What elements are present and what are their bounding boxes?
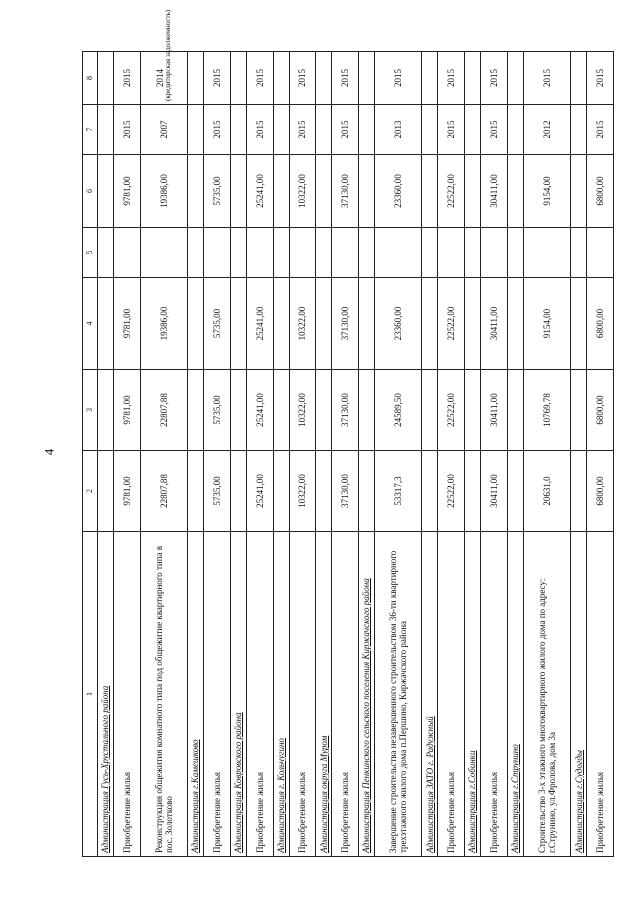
value-cell-c5 <box>587 228 614 278</box>
value-cell-c8: 2015 <box>374 52 421 105</box>
column-header: 7 <box>83 105 98 155</box>
column-header: 4 <box>83 278 98 370</box>
value-cell-c4: 37130,00 <box>332 278 359 370</box>
value-cell-c4: 10322,00 <box>289 278 316 370</box>
empty-cell <box>98 228 114 278</box>
value-cell-c4: 23360,00 <box>374 278 421 370</box>
value-cell-c8: 2015 <box>204 52 231 105</box>
table-row <box>523 52 570 857</box>
value-cell-c7: 2012 <box>523 105 570 155</box>
empty-cell <box>465 451 481 532</box>
empty-cell <box>188 155 204 228</box>
value-cell-c5 <box>374 228 421 278</box>
value-cell-c2: 6800,00 <box>587 451 614 532</box>
empty-cell <box>273 278 289 370</box>
value-cell-c7: 2015 <box>289 105 316 155</box>
table-row <box>204 52 231 857</box>
empty-cell <box>316 278 332 370</box>
empty-cell <box>422 105 438 155</box>
section-title: Администрация г. Кольчугино <box>273 532 289 857</box>
value-cell-c7: 2015 <box>332 105 359 155</box>
empty-cell <box>358 155 374 228</box>
empty-cell <box>230 228 246 278</box>
value-cell-c7: 2015 <box>438 105 465 155</box>
row-description: Приобретение жилья <box>289 532 316 857</box>
empty-cell <box>316 105 332 155</box>
value-cell-c8: 2015 <box>481 52 508 105</box>
value-cell-c7: 2015 <box>204 105 231 155</box>
row-description: Приобретение жилья <box>438 532 465 857</box>
empty-cell <box>273 52 289 105</box>
value-cell-c6: 5735,00 <box>204 155 231 228</box>
empty-cell <box>358 278 374 370</box>
empty-cell <box>188 228 204 278</box>
value-cell-c5 <box>114 228 141 278</box>
empty-cell <box>188 52 204 105</box>
empty-cell <box>273 370 289 451</box>
value-cell-c3: 10769,78 <box>523 370 570 451</box>
section-header-row <box>230 52 246 857</box>
empty-cell <box>316 451 332 532</box>
value-cell-c2: 20631,0 <box>523 451 570 532</box>
section-title: Администрация ЗАТО г. Радужный <box>422 532 438 857</box>
empty-cell <box>422 52 438 105</box>
value-cell-c4: 22522,00 <box>438 278 465 370</box>
value-cell-c6: 6800,00 <box>587 155 614 228</box>
section-header-row <box>316 52 332 857</box>
empty-cell <box>422 228 438 278</box>
section-header-row <box>422 52 438 857</box>
value-cell-c6: 10322,00 <box>289 155 316 228</box>
empty-cell <box>188 370 204 451</box>
empty-cell <box>465 105 481 155</box>
empty-cell <box>507 278 523 370</box>
row-description: Приобретение жилья <box>481 532 508 857</box>
table-row <box>481 52 508 857</box>
section-title: Администрация Гусь-Хрустального района <box>98 532 114 857</box>
empty-cell <box>188 105 204 155</box>
empty-cell <box>507 105 523 155</box>
value-cell-c5 <box>246 228 273 278</box>
column-header: 2 <box>83 451 98 532</box>
row-description: Приобретение жилья <box>332 532 359 857</box>
empty-cell <box>507 370 523 451</box>
empty-cell <box>98 52 114 105</box>
value-cell-c3: 6800,00 <box>587 370 614 451</box>
empty-cell <box>273 451 289 532</box>
value-cell-c3: 5735,00 <box>204 370 231 451</box>
value-cell-c7: 2013 <box>374 105 421 155</box>
empty-cell <box>571 52 587 105</box>
empty-cell <box>507 228 523 278</box>
empty-cell <box>98 155 114 228</box>
value-cell-c7: 2015 <box>114 105 141 155</box>
value-cell-c2: 37130,00 <box>332 451 359 532</box>
empty-cell <box>316 370 332 451</box>
value-cell-c8: 2015 <box>246 52 273 105</box>
empty-cell <box>571 370 587 451</box>
value-cell-c8: 2015 <box>438 52 465 105</box>
section-title: Администрация г.Струнино <box>507 532 523 857</box>
table-row <box>332 52 359 857</box>
row-description: Завершение строительства незавершенного строительством 36-ти квартирного трехэтажного жилого дома п.Першино, Киржачского района <box>374 532 421 857</box>
empty-cell <box>316 155 332 228</box>
year-value: 2014 <box>154 69 165 87</box>
value-cell-c2: 10322,00 <box>289 451 316 532</box>
table-row <box>374 52 421 857</box>
empty-cell <box>422 370 438 451</box>
value-cell-c2: 5735,00 <box>204 451 231 532</box>
empty-cell <box>507 52 523 105</box>
empty-cell <box>422 451 438 532</box>
empty-cell <box>465 228 481 278</box>
empty-cell <box>358 370 374 451</box>
empty-cell <box>98 105 114 155</box>
empty-cell <box>273 155 289 228</box>
value-cell-c5 <box>481 228 508 278</box>
empty-cell <box>230 278 246 370</box>
value-cell-c3: 30411,00 <box>481 370 508 451</box>
page-number: 4 <box>41 448 57 456</box>
value-cell-c4: 19386,00 <box>140 278 187 370</box>
value-cell-c6: 22522,00 <box>438 155 465 228</box>
section-header-row <box>273 52 289 857</box>
empty-cell <box>465 155 481 228</box>
value-cell-c7: 2015 <box>481 105 508 155</box>
section-title: Администрация г.Судогды <box>571 532 587 857</box>
value-cell-c8: 2015 <box>523 52 570 105</box>
empty-cell <box>188 451 204 532</box>
value-cell-c6: 23360,00 <box>374 155 421 228</box>
row-description: Реконструкция общежития комнатного типа под общежитие квартирного типа в пос. Золотково <box>140 532 187 857</box>
column-header: 1 <box>83 532 98 857</box>
value-cell-c8: 2015 <box>332 52 359 105</box>
value-cell-c3: 10322,00 <box>289 370 316 451</box>
empty-cell <box>507 451 523 532</box>
table-row <box>289 52 316 857</box>
value-cell-c6: 30411,00 <box>481 155 508 228</box>
empty-cell <box>571 105 587 155</box>
empty-cell <box>230 105 246 155</box>
section-header-row <box>188 52 204 857</box>
value-cell-c7: 2015 <box>587 105 614 155</box>
value-cell-c2: 25241,00 <box>246 451 273 532</box>
value-cell-c4: 30411,00 <box>481 278 508 370</box>
value-cell-c8: 2015 <box>114 52 141 105</box>
row-description: Приобретение жилья <box>204 532 231 857</box>
section-title: Администрация Ковровского района <box>230 532 246 857</box>
empty-cell <box>98 451 114 532</box>
empty-cell <box>571 155 587 228</box>
empty-cell <box>230 155 246 228</box>
empty-cell <box>507 155 523 228</box>
empty-cell <box>358 228 374 278</box>
empty-cell <box>316 228 332 278</box>
value-cell-c3: 25241,00 <box>246 370 273 451</box>
section-title: Администрация округа Муром <box>316 532 332 857</box>
empty-cell <box>230 370 246 451</box>
value-cell-c3: 37130,00 <box>332 370 359 451</box>
rotated-table-frame <box>82 9 614 857</box>
empty-cell <box>358 52 374 105</box>
year-note: (кредиторская задолженность) <box>164 9 173 101</box>
value-cell-c2: 30411,00 <box>481 451 508 532</box>
value-cell-c2: 9781,00 <box>114 451 141 532</box>
section-title: Администрация г.Камешково <box>188 532 204 857</box>
value-cell-c3: 9781,00 <box>114 370 141 451</box>
row-description: Приобретение жилья <box>246 532 273 857</box>
empty-cell <box>465 370 481 451</box>
value-cell-c5 <box>140 228 187 278</box>
empty-cell <box>422 278 438 370</box>
column-header: 3 <box>83 370 98 451</box>
value-cell-c6: 25241,00 <box>246 155 273 228</box>
value-cell-c7: 2015 <box>246 105 273 155</box>
section-header-row <box>507 52 523 857</box>
column-header: 6 <box>83 155 98 228</box>
value-cell-c4: 9154,00 <box>523 278 570 370</box>
table-row <box>587 52 614 857</box>
column-header: 8 <box>83 52 98 105</box>
section-title: Администрация Пенкинского сельского поселения Киржачского района <box>358 532 374 857</box>
value-cell-c8: 2015 <box>289 52 316 105</box>
empty-cell <box>571 451 587 532</box>
empty-cell <box>465 52 481 105</box>
empty-cell <box>230 451 246 532</box>
section-title: Администрация г.Собинки <box>465 532 481 857</box>
table-row <box>246 52 273 857</box>
row-description: Строительство 3-х этажного многоквартирного жилого дома по адресу: г.Струнино, ул.Фролова, дом 3а <box>523 532 570 857</box>
value-cell-c5 <box>289 228 316 278</box>
empty-cell <box>358 105 374 155</box>
value-cell-c6: 19386,00 <box>140 155 187 228</box>
value-cell-c6: 9154,00 <box>523 155 570 228</box>
empty-cell <box>188 278 204 370</box>
value-cell-c6: 9781,00 <box>114 155 141 228</box>
value-cell-c5 <box>523 228 570 278</box>
row-description: Приобретение жилья <box>114 532 141 857</box>
empty-cell <box>230 52 246 105</box>
empty-cell <box>422 155 438 228</box>
table-row <box>114 52 141 857</box>
empty-cell <box>98 278 114 370</box>
value-cell-c3: 24589,50 <box>374 370 421 451</box>
value-cell-c8: 2015 <box>587 52 614 105</box>
value-cell-c8 <box>140 9 187 105</box>
value-cell-c3: 22807,88 <box>140 370 187 451</box>
value-cell-c4: 5735,00 <box>204 278 231 370</box>
value-cell-c4: 25241,00 <box>246 278 273 370</box>
empty-cell <box>358 451 374 532</box>
value-cell-c2: 22522,00 <box>438 451 465 532</box>
section-header-row <box>465 52 481 857</box>
empty-cell <box>571 278 587 370</box>
empty-cell <box>98 370 114 451</box>
empty-cell <box>273 105 289 155</box>
value-cell-c4: 6800,00 <box>587 278 614 370</box>
section-header-row <box>98 52 114 857</box>
value-cell-c3: 22522,00 <box>438 370 465 451</box>
value-cell-c2: 22807,88 <box>140 451 187 532</box>
column-header: 5 <box>83 228 98 278</box>
table-body <box>98 9 614 857</box>
empty-cell <box>316 52 332 105</box>
value-cell-c5 <box>438 228 465 278</box>
table-row <box>140 52 187 857</box>
empty-cell <box>273 228 289 278</box>
housing-program-table <box>82 9 614 857</box>
value-cell-c5 <box>332 228 359 278</box>
section-header-row <box>571 52 587 857</box>
value-cell-c5 <box>204 228 231 278</box>
value-cell-c7: 2007 <box>140 105 187 155</box>
column-number-row <box>83 52 98 857</box>
value-cell-c2: 53317,3 <box>374 451 421 532</box>
empty-cell <box>571 228 587 278</box>
table-row <box>438 52 465 857</box>
section-header-row <box>358 52 374 857</box>
rotated-table-container <box>82 9 614 857</box>
value-cell-c6: 37130,00 <box>332 155 359 228</box>
value-cell-c4: 9781,00 <box>114 278 141 370</box>
row-description: Приобретение жилья <box>587 532 614 857</box>
empty-cell <box>465 278 481 370</box>
